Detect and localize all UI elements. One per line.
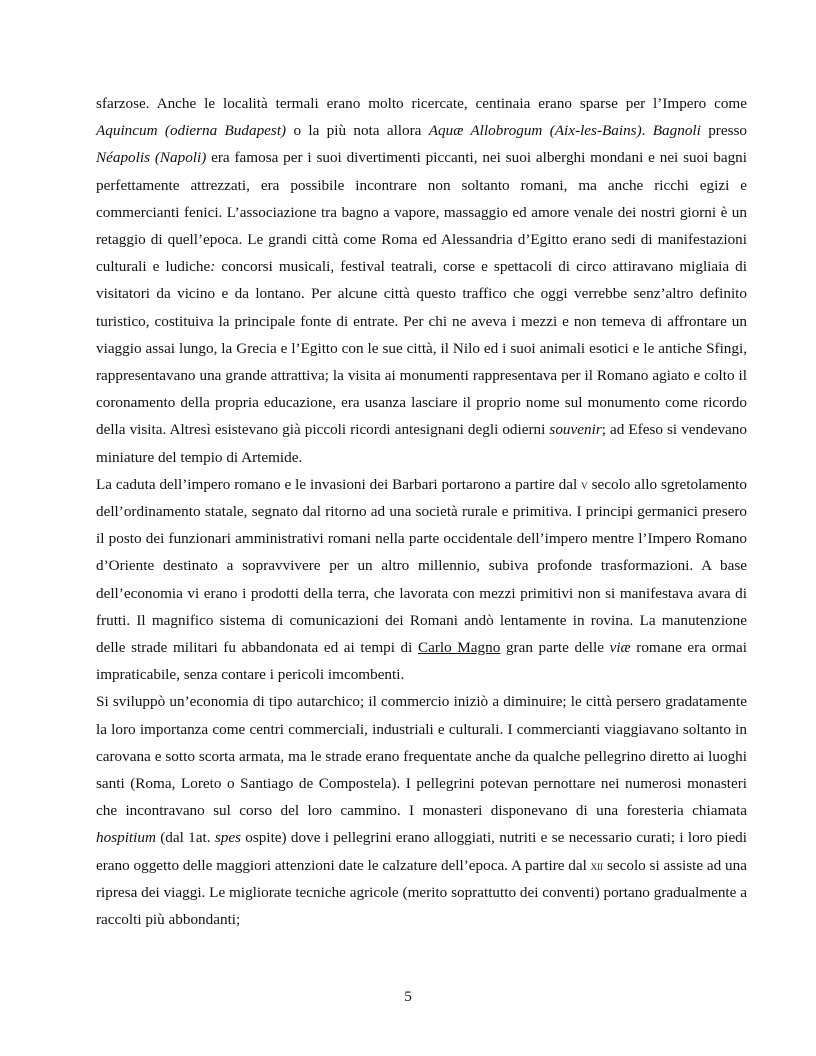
paragraph-fall-of-empire: La caduta dell’impero romano e le invasioni dei Barbari portarono a partire dal v secolo allo sgretolamento dell’ordinamento statale, segnato dal ritorno ad una società rurale e primitiva. I principi germanici presero il posto dei funzionari amministrativi romani nella parte occidentale dell’impero mentre l’Impero Romano d’Oriente destinato a sopravvivere per un altro millennio, subiva profonde trasformazioni. A base dell’economia vi erano i prodotti della terra, che lavorata con mezzi primitivi non si manifestava avara di frutti. Il magnifico sistema di comunicazioni dei Romani andò lentamente in rovina. La manutenzione delle strade militari fu abbandonata ed ai tempi di Carlo Magno gran parte delle viæ romane era ormai impraticabile, senza contare i pericoli imcombenti. [96,475,747,684]
emphasis-text: souvenir [549,421,602,439]
roman-numeral: xii [590,857,604,873]
emphasis-text: Néapolis (Napoli) [96,149,207,167]
emphasis-text: hospitium [96,829,156,847]
emphasis-text: Aquincum (odierna Budapest) [96,122,287,140]
emphasis-text: : [210,258,216,276]
page-number: 5 [404,988,412,1005]
emphasis-text: Aquæ Allobrogum (Aix-les-Bains) [428,122,642,140]
link-text: Carlo Magno [417,639,501,657]
emphasis-text: viæ [609,639,631,657]
emphasis-text: spes [214,829,241,847]
emphasis-text: Bagnoli [652,122,701,140]
page-body [96,90,747,933]
paragraph-medieval-pilgrims: Si sviluppò un’economia di tipo autarchico; il commercio iniziò a diminuire; le città persero gradatamente la loro importanza come centri commerciali, industriali e culturali. I commercianti viaggiavano soltanto in carovana e sotto scorta armata, ma le strade erano frequentate anche da qualche pellegrino diretto ai luoghi santi (Roma, Loreto o Santiago de Compostela). I pellegrini potevan pernottare nei numerosi monasteri che incontravano sul corso del loro cammino. I monasteri disponevano di una foresteria chiamata hospitium (dal 1at. spes ospite) dove i pellegrini erano alloggiati, nutriti e se necessario curati; i loro piedi erano oggetto delle maggiori attenzioni date le calzature dell’epoca. A partire dal xii secolo si assiste ad una ripresa dei viaggi. Le migliorate tecniche agricole (merito soprattutto dei conventi) portano gradualmente a raccolti più abbondanti; [96,693,747,929]
paragraph-roman-tourism: sfarzose. Anche le località termali erano molto ricercate, centinaia erano sparse per l’Impero come Aquincum (odierna Budapest) o la più nota allora Aquæ Allobrogum (Aix-les-Bains). Bagnoli presso Néapolis (Napoli) era famosa per i suoi divertimenti piccanti, nei suoi alberghi mondani e nei suoi bagni perfettamente attrezzati, era possibile incontrare non soltanto romani, ma anche ricchi egizi e commercianti fenici. L’associazione tra bagno a vapore, massaggio ed amore venale dei nostri giorni è un retaggio di quell’epoca. Le grandi città come Roma ed Alessandria d’Egitto erano sedi di manifestazioni culturali e ludiche: concorsi musicali, festival teatrali, corse e spettacoli di circo attiravano migliaia di visitatori da vicino e da lontano. Per alcune città questo traffico che oggi verrebbe senz’altro definito turistico, costituiva la principale fonte di entrate. Per chi ne aveva i mezzi e non temeva di affrontare un viaggio assai lungo, la Grecia e l’Egitto con le sue città, il Nilo ed i suoi animali esotici e le antiche Sfingi, rappresentavano una grande attrattiva; la visita ai monumenti rappresentava per il Romano agiato e colto il coronamento della propria educazione, era usanza lasciare il proprio nome sul monumento come ricordo della visita. Altresì esistevano già piccoli ricordi antesignani degli odierni souvenir; ad Efeso si vendevano miniature del tempio di Artemide. [96,95,748,466]
roman-numeral: v [581,476,588,492]
